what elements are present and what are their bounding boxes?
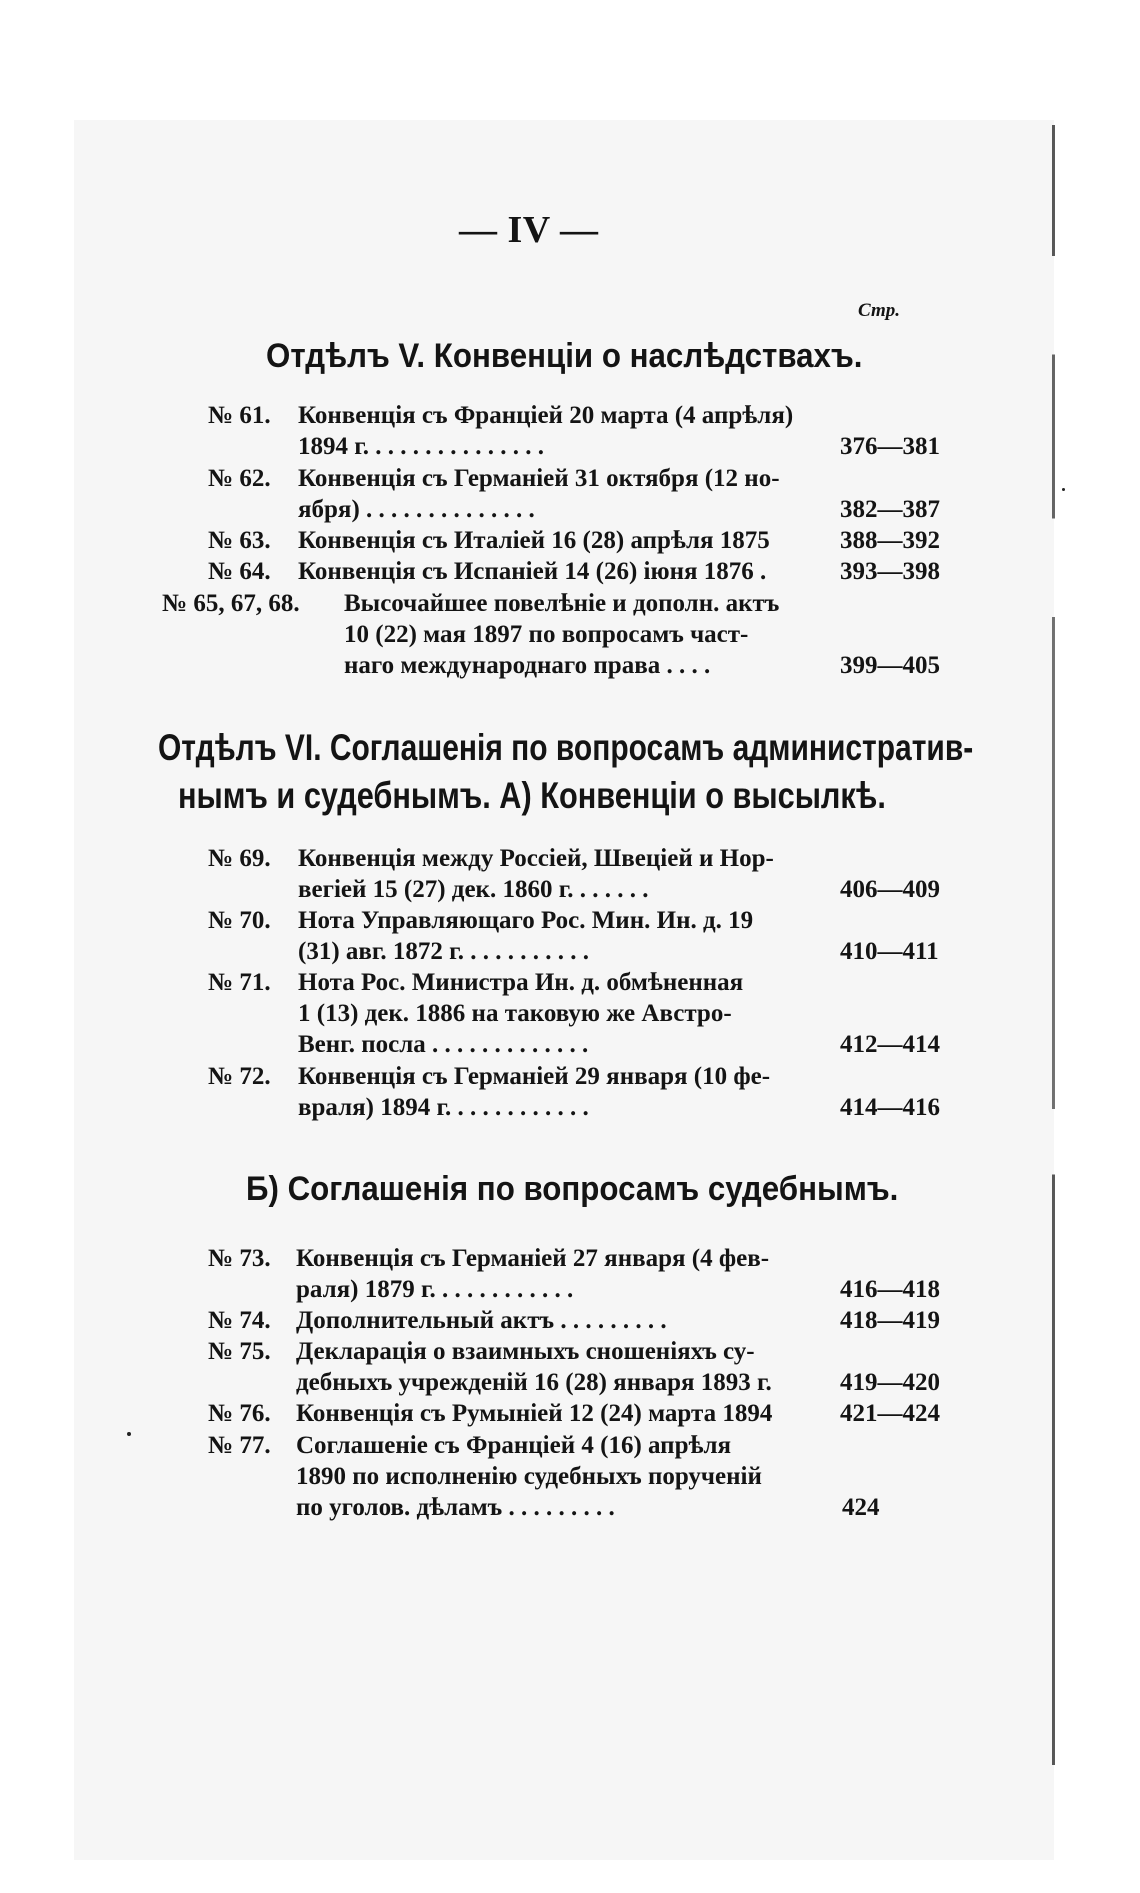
entry-number: № 63.: [208, 527, 271, 554]
entry-number: № 72.: [208, 1063, 271, 1090]
entry-number: № 73.: [208, 1245, 271, 1272]
entry-title-cont: 1 (13) дек. 1886 на таковую же Австро-: [298, 1000, 732, 1027]
entry-title: Нота Управляющаго Рос. Мин. Ин. д. 19: [298, 907, 754, 934]
ink-speck: [127, 1432, 131, 1436]
entry-number: № 70.: [208, 907, 271, 934]
entry-title: Конвенція съ Германіей 29 января (10 фе-: [298, 1063, 771, 1090]
entry-title-cont: Венг. посла . . . . . . . . . . . . .: [298, 1031, 589, 1058]
entry-title: Конвенція съ Германіей 27 января (4 фев-: [296, 1245, 770, 1272]
section-vi-heading-line1: Отдѣлъ VI. Соглашенія по вопросамъ административ-: [158, 727, 974, 768]
entry-title-cont: наго международнаго права . . . .: [344, 652, 711, 679]
entry-number: № 76.: [208, 1400, 271, 1427]
entry-pages: 388—392: [840, 527, 940, 554]
entry-title: Конвенція съ Румыніей 12 (24) марта 1894: [296, 1400, 773, 1427]
entry-pages: 418—419: [840, 1307, 940, 1334]
section-v-heading: Отдѣлъ V. Конвенціи о наслѣдствахъ.: [266, 337, 863, 375]
entry-title-cont: раля) 1879 г. . . . . . . . . . . .: [296, 1276, 574, 1303]
entry-pages: 421—424: [840, 1400, 940, 1427]
entry-title-cont: враля) 1894 г. . . . . . . . . . . .: [298, 1094, 589, 1121]
entry-pages: 410—411: [840, 938, 939, 965]
entry-pages: 393—398: [840, 558, 940, 585]
entry-title-cont: по уголов. дѣламъ . . . . . . . . .: [296, 1494, 615, 1521]
entry-pages: 376—381: [840, 433, 940, 460]
entry-pages: 399—405: [840, 652, 940, 679]
entry-title: Высочайшее повелѣніе и дополн. актъ: [344, 590, 780, 617]
entry-title: Конвенція съ Италіей 16 (28) апрѣля 1875: [298, 527, 770, 554]
entry-title: Конвенція съ Германіей 31 октября (12 но-: [298, 465, 780, 492]
ink-speck: [1062, 488, 1065, 491]
entry-pages: 382—387: [840, 496, 940, 523]
entry-title: Нота Рос. Министра Ин. д. обмѣненная: [298, 969, 744, 996]
entry-pages: 412—414: [840, 1031, 940, 1058]
entry-pages: 406—409: [840, 876, 940, 903]
page-title: — IV —: [459, 209, 599, 251]
entry-title: Конвенція съ Испаніей 14 (26) іюня 1876 .: [298, 558, 767, 585]
entry-pages: 414—416: [840, 1094, 940, 1121]
entry-number: № 75.: [208, 1338, 271, 1365]
entry-pages: 416—418: [840, 1276, 940, 1303]
entry-title: Конвенція между Россіей, Швеціей и Нор-: [298, 845, 774, 872]
page-edge-shadow: [1052, 125, 1055, 1765]
entry-title: Соглашеніе съ Франціей 4 (16) апрѣля: [296, 1432, 732, 1459]
entry-number: № 77.: [208, 1432, 271, 1459]
entry-number: № 65, 67, 68.: [162, 590, 300, 617]
entry-title-cont: вегіей 15 (27) дек. 1860 г. . . . . . .: [298, 876, 649, 903]
section-vi-heading-line2: нымъ и судебнымъ. А) Конвенціи о высылкѣ.: [178, 775, 886, 816]
column-label: Стр.: [858, 300, 900, 321]
entry-title-cont: 1890 по исполненію судебныхъ порученій: [296, 1463, 762, 1490]
entry-title-cont: (31) авг. 1872 г. . . . . . . . . . .: [298, 938, 589, 965]
entry-title-cont: 10 (22) мая 1897 по вопросамъ част-: [344, 621, 749, 648]
entry-title-cont: 1894 г. . . . . . . . . . . . . . .: [298, 433, 545, 460]
entry-pages: 419—420: [840, 1369, 940, 1396]
entry-title: Дополнительный актъ . . . . . . . . .: [296, 1307, 667, 1334]
entry-number: № 62.: [208, 465, 271, 492]
section-b-heading: Б) Соглашенія по вопросамъ судебнымъ.: [246, 1170, 899, 1208]
entry-number: № 69.: [208, 845, 271, 872]
entry-number: № 71.: [208, 969, 271, 996]
entry-title: Конвенція съ Франціей 20 марта (4 апрѣля): [298, 402, 794, 429]
entry-title: Декларація о взаимныхъ сношеніяхъ су-: [296, 1338, 755, 1365]
entry-number: № 64.: [208, 558, 271, 585]
entry-title-cont: дебныхъ учрежденій 16 (28) января 1893 г.: [296, 1369, 772, 1396]
entry-number: № 74.: [208, 1307, 271, 1334]
entry-pages: 424: [842, 1494, 880, 1521]
entry-title-cont: ября) . . . . . . . . . . . . . .: [298, 496, 535, 523]
entry-number: № 61.: [208, 402, 271, 429]
